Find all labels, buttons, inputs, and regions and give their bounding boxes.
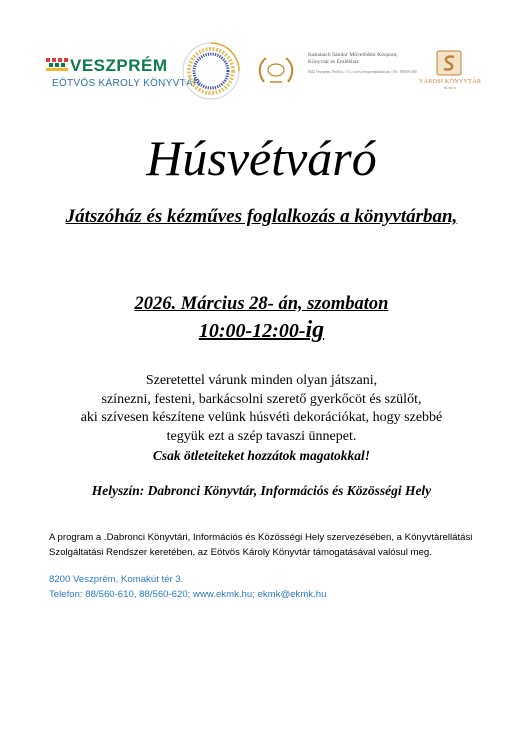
cultural-center-title: Kabalaich Sándor Művelődési Központ, Könyvtár és Emlékház xyxy=(308,52,398,65)
logo-bar xyxy=(0,38,523,118)
event-description xyxy=(40,372,483,446)
event-date: 2026. Március 28- án, szombaton xyxy=(134,294,389,314)
veszprem-logo-subtitle: EÖTVÖS KÁROLY KÖNYVTÁR xyxy=(52,78,201,89)
description-line: aki szívesen készítene velünk húsvéti dekorációkat, hogy szebbé xyxy=(80,410,443,425)
event-location: Helyszín: Dabronci Könyvtár, Információs és Közösségi Hely xyxy=(91,483,432,498)
circular-emblem-icon xyxy=(180,40,242,102)
crown-icon xyxy=(46,58,68,72)
description-line: tegyük ezt a szép tavaszi ünnepet. xyxy=(166,428,357,444)
organizer-note: A program a .Dabronci Könyvtári, Információs és Közösségi Hely szervezésében, a Könyvtárellátási Szolgáltatási Rendszer keretében, az Eötvös Károly Könyvtár támogatásával valósul meg. xyxy=(49,532,473,558)
varosi-library-title: VÁROSI KÖNYVTÁR xyxy=(418,78,482,85)
event-time xyxy=(0,317,523,344)
contact-phone: Telefon: 88/560-610, 88/560-620; www.ekmk.hu; ekmk@ekmk.hu xyxy=(49,589,327,600)
description-line: Szeretettel várunk minden olyan játszani, xyxy=(145,373,378,388)
bring-note: Csak ötleteiteket hozzátok magatokkal! xyxy=(152,448,371,463)
event-title: Húsvétváró xyxy=(146,130,377,186)
veszprem-library-logo xyxy=(46,56,201,96)
contact-info xyxy=(49,572,489,602)
event-time-main: 10:00-12:00- xyxy=(198,320,306,342)
varosi-library-subtitle: BÜHÜD xyxy=(443,86,457,90)
description-line: színezni, festeni, barkácsolni szerető gyerkőcöt és szülőt, xyxy=(101,391,422,407)
cultural-center-logo xyxy=(256,48,416,108)
event-time-suffix: ig xyxy=(305,317,325,343)
varosi-library-logo xyxy=(418,50,482,104)
event-subtitle: Játszóház és kézműves foglalkozás a könyvtárban, xyxy=(65,206,458,227)
veszprem-logo-title: VESZPRÉM xyxy=(70,56,168,75)
book-s-icon xyxy=(436,50,462,76)
laurel-wreath-icon xyxy=(256,52,296,88)
cultural-center-details: 8442 Veszprém, Petőfi u. 1-3. | www.veszpremkultura.hu | Tel.: 88/560-260 xyxy=(308,70,417,74)
contact-address: 8200 Veszprém, Komakút tér 3. xyxy=(49,574,184,585)
